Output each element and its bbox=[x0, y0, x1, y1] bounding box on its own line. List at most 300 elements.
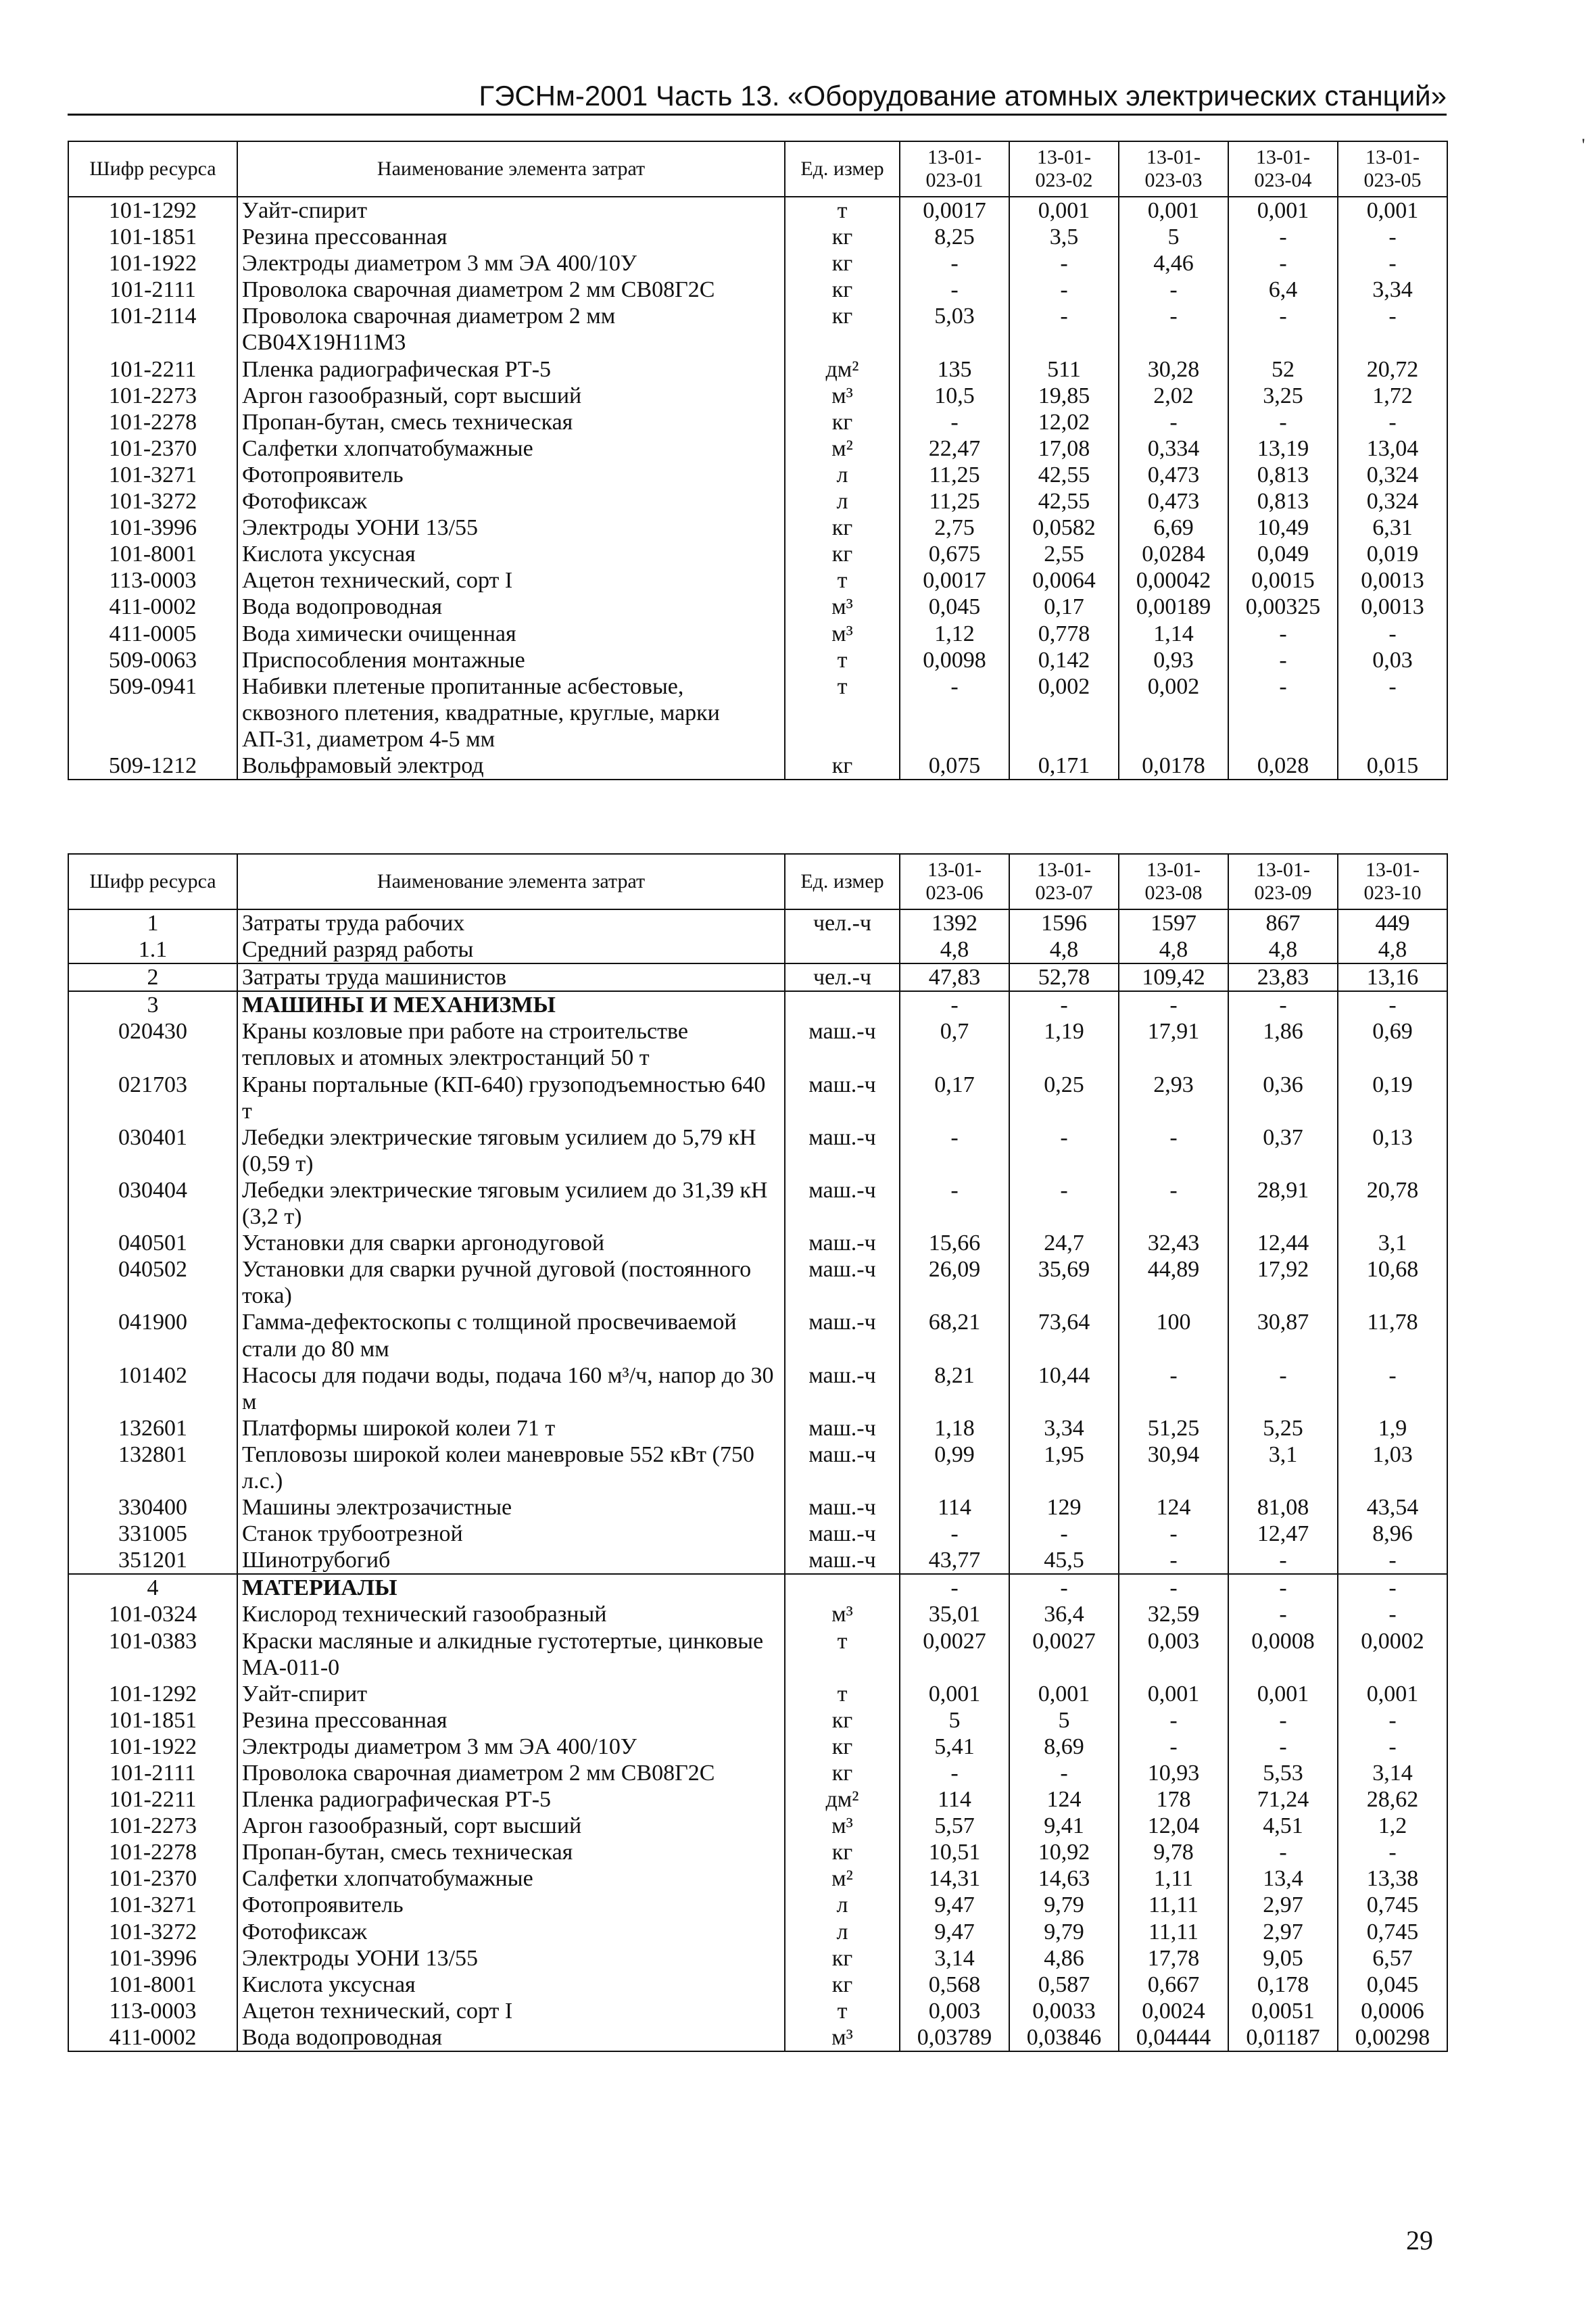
value-cell: - bbox=[1228, 1734, 1338, 1760]
value-cell: 28,91 bbox=[1228, 1177, 1338, 1230]
value-cell: 0,001 bbox=[1119, 1681, 1228, 1707]
value-cell: - bbox=[1228, 250, 1338, 277]
value-cell: 0,813 bbox=[1228, 462, 1338, 488]
table-row bbox=[68, 1972, 1447, 1998]
value-cell: 0,03 bbox=[1338, 647, 1447, 673]
value-cell: 0,001 bbox=[1119, 197, 1228, 224]
table-row bbox=[68, 594, 1447, 620]
value-cell: 17,91 bbox=[1119, 1018, 1228, 1071]
value-cell: 0,99 bbox=[900, 1441, 1009, 1494]
value-cell: 1,03 bbox=[1338, 1441, 1447, 1494]
resource-code: 113-0003 bbox=[68, 1998, 237, 2024]
table-row bbox=[68, 383, 1447, 409]
value-cell: - bbox=[900, 1760, 1009, 1786]
resource-name: Электроды УОНИ 13/55 bbox=[237, 1945, 785, 1972]
unit-cell: т bbox=[785, 1628, 900, 1681]
header-col: 13-01- 023-01 bbox=[900, 141, 1009, 197]
value-cell: - bbox=[1338, 991, 1447, 1018]
value-cell: 0,0178 bbox=[1119, 753, 1228, 780]
value-cell: 4,51 bbox=[1228, 1813, 1338, 1839]
value-cell: 0,17 bbox=[900, 1072, 1009, 1124]
value-cell: 0,0064 bbox=[1009, 567, 1119, 594]
value-cell: - bbox=[1338, 409, 1447, 435]
header-col: 13-01- 023-06 bbox=[900, 854, 1009, 909]
table-row bbox=[68, 1760, 1447, 1786]
value-cell: - bbox=[1119, 303, 1228, 356]
unit-cell: л bbox=[785, 488, 900, 515]
value-cell: 1,95 bbox=[1009, 1441, 1119, 1494]
resource-code: 101-1922 bbox=[68, 250, 237, 277]
resource-name: Проволока сварочная диаметром 2 мм СВ08Г2С bbox=[237, 1760, 785, 1786]
table-row bbox=[68, 1124, 1447, 1177]
resource-code: 411-0002 bbox=[68, 594, 237, 620]
table-row bbox=[68, 1839, 1447, 1865]
value-cell: 0,778 bbox=[1009, 621, 1119, 647]
header-rule bbox=[68, 114, 1447, 116]
value-cell: 9,47 bbox=[900, 1919, 1009, 1945]
value-cell: - bbox=[900, 1124, 1009, 1177]
unit-cell: дм² bbox=[785, 356, 900, 383]
value-cell: 8,21 bbox=[900, 1362, 1009, 1415]
value-cell: - bbox=[1009, 250, 1119, 277]
resource-name: Резина прессованная bbox=[237, 1707, 785, 1734]
value-cell: 0,587 bbox=[1009, 1972, 1119, 1998]
value-cell: 47,83 bbox=[900, 963, 1009, 991]
value-cell: 867 bbox=[1228, 909, 1338, 936]
table-row bbox=[68, 753, 1447, 780]
value-cell: 35,01 bbox=[900, 1601, 1009, 1627]
unit-cell: кг bbox=[785, 753, 900, 780]
value-cell: 0,178 bbox=[1228, 1972, 1338, 1998]
table-row bbox=[68, 963, 1447, 991]
value-cell: 30,87 bbox=[1228, 1309, 1338, 1362]
resource-code: 101-2273 bbox=[68, 383, 237, 409]
table-row bbox=[68, 1919, 1447, 1945]
unit-cell: маш.-ч bbox=[785, 1415, 900, 1441]
unit-cell: кг bbox=[785, 1972, 900, 1998]
value-cell: - bbox=[1228, 621, 1338, 647]
unit-cell: маш.-ч bbox=[785, 1362, 900, 1415]
resource-name: Фотофиксаж bbox=[237, 1919, 785, 1945]
unit-cell: кг bbox=[785, 250, 900, 277]
unit-cell: маш.-ч bbox=[785, 1309, 900, 1362]
value-cell: 0,0017 bbox=[900, 197, 1009, 224]
header-col: 13-01- 023-05 bbox=[1338, 141, 1447, 197]
value-cell: 0,0027 bbox=[900, 1628, 1009, 1681]
value-cell: 0,473 bbox=[1119, 462, 1228, 488]
table-row bbox=[68, 621, 1447, 647]
value-cell: 81,08 bbox=[1228, 1494, 1338, 1521]
value-cell: 0,0008 bbox=[1228, 1628, 1338, 1681]
value-cell: 14,63 bbox=[1009, 1865, 1119, 1892]
value-cell: 9,79 bbox=[1009, 1919, 1119, 1945]
resource-code: 101-3272 bbox=[68, 1919, 237, 1945]
value-cell: - bbox=[900, 673, 1009, 753]
value-cell: 20,72 bbox=[1338, 356, 1447, 383]
value-cell: 0,324 bbox=[1338, 488, 1447, 515]
value-cell: - bbox=[1119, 409, 1228, 435]
value-cell: 13,16 bbox=[1338, 963, 1447, 991]
header-name: Наименование элемента затрат bbox=[237, 854, 785, 909]
value-cell: - bbox=[1338, 1734, 1447, 1760]
unit-cell: м³ bbox=[785, 621, 900, 647]
unit-cell: кг bbox=[785, 409, 900, 435]
value-cell: 0,045 bbox=[900, 594, 1009, 620]
value-cell: 10,51 bbox=[900, 1839, 1009, 1865]
value-cell: - bbox=[900, 277, 1009, 303]
resource-code: 101-1922 bbox=[68, 1734, 237, 1760]
unit-cell: м³ bbox=[785, 594, 900, 620]
resource-code: 132601 bbox=[68, 1415, 237, 1441]
resource-name: Кислота уксусная bbox=[237, 1972, 785, 1998]
value-cell: 0,045 bbox=[1338, 1972, 1447, 1998]
value-cell: 1392 bbox=[900, 909, 1009, 936]
value-cell: 0,001 bbox=[1009, 197, 1119, 224]
table-row bbox=[68, 435, 1447, 462]
value-cell: 0,0284 bbox=[1119, 541, 1228, 567]
resource-name: Фотопроявитель bbox=[237, 1892, 785, 1918]
value-cell: 0,0024 bbox=[1119, 1998, 1228, 2024]
value-cell: - bbox=[1228, 647, 1338, 673]
resource-code: 101-3271 bbox=[68, 462, 237, 488]
section-row bbox=[68, 1574, 1447, 1601]
unit-cell: маш.-ч bbox=[785, 1256, 900, 1309]
value-cell: - bbox=[1119, 1574, 1228, 1601]
value-cell: 1,2 bbox=[1338, 1813, 1447, 1839]
resource-name: Затраты труда рабочих bbox=[237, 909, 785, 936]
resource-name: Аргон газообразный, сорт высший bbox=[237, 383, 785, 409]
value-cell: 13,38 bbox=[1338, 1865, 1447, 1892]
value-cell: 4,8 bbox=[1338, 936, 1447, 963]
value-cell: 0,142 bbox=[1009, 647, 1119, 673]
resource-name: Насосы для подачи воды, подача 160 м³/ч, напор до 30 м bbox=[237, 1362, 785, 1415]
value-cell: 2,93 bbox=[1119, 1072, 1228, 1124]
header-col: 13-01- 023-07 bbox=[1009, 854, 1119, 909]
unit-cell: м³ bbox=[785, 2024, 900, 2051]
table-row bbox=[68, 1494, 1447, 1521]
value-cell: 0,745 bbox=[1338, 1919, 1447, 1945]
resource-code: 101-1851 bbox=[68, 224, 237, 250]
table-row bbox=[68, 356, 1447, 383]
resource-code: 101-2370 bbox=[68, 1865, 237, 1892]
value-cell: 0,002 bbox=[1119, 673, 1228, 753]
unit-cell: маш.-ч bbox=[785, 1018, 900, 1071]
resource-code: 101-2114 bbox=[68, 303, 237, 356]
value-cell: - bbox=[1338, 1601, 1447, 1627]
table-row bbox=[68, 1998, 1447, 2024]
value-cell: - bbox=[1338, 1362, 1447, 1415]
value-cell: 1,19 bbox=[1009, 1018, 1119, 1071]
value-cell: - bbox=[1228, 1601, 1338, 1627]
value-cell: 1597 bbox=[1119, 909, 1228, 936]
header-col: 13-01- 023-02 bbox=[1009, 141, 1119, 197]
resource-code: 101-1292 bbox=[68, 1681, 237, 1707]
value-cell: 19,85 bbox=[1009, 383, 1119, 409]
resource-code: 101-3272 bbox=[68, 488, 237, 515]
table-row bbox=[68, 250, 1447, 277]
resource-code: 509-1212 bbox=[68, 753, 237, 780]
header-col: 13-01- 023-04 bbox=[1228, 141, 1338, 197]
resource-code: 040501 bbox=[68, 1230, 237, 1256]
header-col: 13-01- 023-10 bbox=[1338, 854, 1447, 909]
resource-code: 041900 bbox=[68, 1309, 237, 1362]
value-cell: - bbox=[1338, 303, 1447, 356]
value-cell: 42,55 bbox=[1009, 462, 1119, 488]
unit-cell bbox=[785, 1574, 900, 1601]
resource-code: 101-8001 bbox=[68, 541, 237, 567]
value-cell: 5 bbox=[1009, 1707, 1119, 1734]
value-cell: 5,25 bbox=[1228, 1415, 1338, 1441]
table-row bbox=[68, 224, 1447, 250]
table-row bbox=[68, 909, 1447, 936]
value-cell: 3,34 bbox=[1009, 1415, 1119, 1441]
resource-name: Вода водопроводная bbox=[237, 594, 785, 620]
unit-cell: кг bbox=[785, 1839, 900, 1865]
resource-name: Лебедки электрические тяговым усилием до 5,79 кН (0,59 т) bbox=[237, 1124, 785, 1177]
resource-name: Шинотрубогиб bbox=[237, 1547, 785, 1574]
resource-code: 509-0063 bbox=[68, 647, 237, 673]
value-cell: 1,86 bbox=[1228, 1018, 1338, 1071]
value-cell: 9,05 bbox=[1228, 1945, 1338, 1972]
value-cell: 32,43 bbox=[1119, 1230, 1228, 1256]
value-cell: 0,0027 bbox=[1009, 1628, 1119, 1681]
unit-cell: маш.-ч bbox=[785, 1494, 900, 1521]
value-cell: - bbox=[1228, 1707, 1338, 1734]
resource-code: 021703 bbox=[68, 1072, 237, 1124]
resource-name: Пропан-бутан, смесь техническая bbox=[237, 409, 785, 435]
resource-code: 101-2211 bbox=[68, 356, 237, 383]
value-cell: - bbox=[1338, 1574, 1447, 1601]
value-cell: 51,25 bbox=[1119, 1415, 1228, 1441]
table-row bbox=[68, 488, 1447, 515]
resource-name: Ацетон технический, сорт I bbox=[237, 1998, 785, 2024]
value-cell: 1596 bbox=[1009, 909, 1119, 936]
table-row bbox=[68, 1521, 1447, 1547]
unit-cell: маш.-ч bbox=[785, 1521, 900, 1547]
resource-name: Краны козловые при работе на строительстве тепловых и атомных электростанций 50 т bbox=[237, 1018, 785, 1071]
resource-name: Электроды диаметром 3 мм ЭА 400/10У bbox=[237, 250, 785, 277]
table-row bbox=[68, 462, 1447, 488]
unit-cell: т bbox=[785, 647, 900, 673]
value-cell: 129 bbox=[1009, 1494, 1119, 1521]
value-cell: 1,14 bbox=[1119, 621, 1228, 647]
value-cell: 4,8 bbox=[900, 936, 1009, 963]
value-cell: 4,46 bbox=[1119, 250, 1228, 277]
table-row bbox=[68, 1441, 1447, 1494]
value-cell: 1,9 bbox=[1338, 1415, 1447, 1441]
unit-cell: л bbox=[785, 1892, 900, 1918]
value-cell: 0,075 bbox=[900, 753, 1009, 780]
value-cell: 0,0013 bbox=[1338, 594, 1447, 620]
table-row bbox=[68, 1256, 1447, 1309]
value-cell: 11,25 bbox=[900, 462, 1009, 488]
table-row bbox=[68, 647, 1447, 673]
value-cell: 11,78 bbox=[1338, 1309, 1447, 1362]
value-cell: 3,14 bbox=[900, 1945, 1009, 1972]
resource-code: 509-0941 bbox=[68, 673, 237, 753]
value-cell: 124 bbox=[1119, 1494, 1228, 1521]
value-cell: 0,19 bbox=[1338, 1072, 1447, 1124]
value-cell: 43,54 bbox=[1338, 1494, 1447, 1521]
value-cell: 511 bbox=[1009, 356, 1119, 383]
value-cell: 0,36 bbox=[1228, 1072, 1338, 1124]
value-cell: - bbox=[1009, 1177, 1119, 1230]
table-row bbox=[68, 1945, 1447, 1972]
unit-cell: л bbox=[785, 1919, 900, 1945]
value-cell: 3,14 bbox=[1338, 1760, 1447, 1786]
value-cell: 2,75 bbox=[900, 515, 1009, 541]
value-cell: 3,1 bbox=[1338, 1230, 1447, 1256]
resource-code: 101-2273 bbox=[68, 1813, 237, 1839]
unit-cell: т bbox=[785, 1998, 900, 2024]
value-cell: 24,7 bbox=[1009, 1230, 1119, 1256]
value-cell: 42,55 bbox=[1009, 488, 1119, 515]
resource-code: 020430 bbox=[68, 1018, 237, 1071]
value-cell: 0,00325 bbox=[1228, 594, 1338, 620]
value-cell: - bbox=[1119, 1362, 1228, 1415]
unit-cell: м³ bbox=[785, 1601, 900, 1627]
resource-table-1 bbox=[68, 141, 1448, 780]
value-cell: 30,28 bbox=[1119, 356, 1228, 383]
resource-code: 411-0005 bbox=[68, 621, 237, 647]
value-cell: 1,72 bbox=[1338, 383, 1447, 409]
value-cell: 0,37 bbox=[1228, 1124, 1338, 1177]
value-cell: 11,25 bbox=[900, 488, 1009, 515]
unit-cell: маш.-ч bbox=[785, 1072, 900, 1124]
section-row bbox=[68, 991, 1447, 1018]
value-cell: 6,4 bbox=[1228, 277, 1338, 303]
resource-code: 030404 bbox=[68, 1177, 237, 1230]
value-cell: 5 bbox=[1119, 224, 1228, 250]
table-row bbox=[68, 1865, 1447, 1892]
value-cell: 0,0006 bbox=[1338, 1998, 1447, 2024]
table-row bbox=[68, 1892, 1447, 1918]
value-cell: 0,01187 bbox=[1228, 2024, 1338, 2051]
resource-code: 101-2278 bbox=[68, 409, 237, 435]
value-cell: - bbox=[1228, 1839, 1338, 1865]
resource-name: Установки для сварки аргонодуговой bbox=[237, 1230, 785, 1256]
value-cell: 8,69 bbox=[1009, 1734, 1119, 1760]
value-cell: 17,78 bbox=[1119, 1945, 1228, 1972]
unit-cell: чел.-ч bbox=[785, 909, 900, 936]
resource-code: 132801 bbox=[68, 1441, 237, 1494]
unit-cell: кг bbox=[785, 1945, 900, 1972]
value-cell: - bbox=[1338, 1839, 1447, 1865]
value-cell: 30,94 bbox=[1119, 1441, 1228, 1494]
value-cell: 114 bbox=[900, 1786, 1009, 1813]
value-cell: 0,002 bbox=[1009, 673, 1119, 753]
value-cell: - bbox=[1338, 250, 1447, 277]
value-cell: 0,001 bbox=[1009, 1681, 1119, 1707]
value-cell: 0,001 bbox=[1228, 197, 1338, 224]
value-cell: 35,69 bbox=[1009, 1256, 1119, 1309]
table-row bbox=[68, 1628, 1447, 1681]
value-cell: 6,69 bbox=[1119, 515, 1228, 541]
value-cell: 0,04444 bbox=[1119, 2024, 1228, 2051]
value-cell: 4,8 bbox=[1119, 936, 1228, 963]
resource-name: Станок трубоотрезной bbox=[237, 1521, 785, 1547]
resource-name: Салфетки хлопчатобумажные bbox=[237, 1865, 785, 1892]
value-cell: 3,1 bbox=[1228, 1441, 1338, 1494]
unit-cell bbox=[785, 991, 900, 1018]
resource-code: 101-2370 bbox=[68, 435, 237, 462]
resource-name: Лебедки электрические тяговым усилием до 31,39 кН (3,2 т) bbox=[237, 1177, 785, 1230]
resource-code: 101-8001 bbox=[68, 1972, 237, 1998]
section-title: МАШИНЫ И МЕХАНИЗМЫ bbox=[237, 991, 785, 1018]
value-cell: 11,11 bbox=[1119, 1919, 1228, 1945]
resource-name: Аргон газообразный, сорт высший bbox=[237, 1813, 785, 1839]
value-cell: 6,57 bbox=[1338, 1945, 1447, 1972]
unit-cell: маш.-ч bbox=[785, 1230, 900, 1256]
resource-code: 4 bbox=[68, 1574, 237, 1601]
value-cell: 0,93 bbox=[1119, 647, 1228, 673]
value-cell: 0,25 bbox=[1009, 1072, 1119, 1124]
value-cell: 52,78 bbox=[1009, 963, 1119, 991]
value-cell: 13,4 bbox=[1228, 1865, 1338, 1892]
value-cell: - bbox=[900, 1177, 1009, 1230]
resource-name: Резина прессованная bbox=[237, 224, 785, 250]
resource-code: 101-0324 bbox=[68, 1601, 237, 1627]
value-cell: - bbox=[900, 991, 1009, 1018]
value-cell: 0,003 bbox=[1119, 1628, 1228, 1681]
value-cell: 45,5 bbox=[1009, 1547, 1119, 1574]
resource-code: 101-2111 bbox=[68, 1760, 237, 1786]
resource-name: Краны портальные (КП-640) грузоподъемностью 640 т bbox=[237, 1072, 785, 1124]
table-row bbox=[68, 515, 1447, 541]
value-cell: 0,0017 bbox=[900, 567, 1009, 594]
value-cell: 2,55 bbox=[1009, 541, 1119, 567]
resource-code: 101402 bbox=[68, 1362, 237, 1415]
unit-cell: чел.-ч bbox=[785, 963, 900, 991]
value-cell: 32,59 bbox=[1119, 1601, 1228, 1627]
value-cell: 0,0582 bbox=[1009, 515, 1119, 541]
value-cell: 0,667 bbox=[1119, 1972, 1228, 1998]
resource-code: 101-3271 bbox=[68, 1892, 237, 1918]
value-cell: 0,03846 bbox=[1009, 2024, 1119, 2051]
resource-name: Краски масляные и алкидные густотертые, цинковые МА-011-0 bbox=[237, 1628, 785, 1681]
value-cell: 2,97 bbox=[1228, 1919, 1338, 1945]
table-row bbox=[68, 1707, 1447, 1734]
value-cell: 109,42 bbox=[1119, 963, 1228, 991]
value-cell: 43,77 bbox=[900, 1547, 1009, 1574]
value-cell: 71,24 bbox=[1228, 1786, 1338, 1813]
table-row bbox=[68, 1018, 1447, 1071]
value-cell: 0,69 bbox=[1338, 1018, 1447, 1071]
unit-cell: кг bbox=[785, 1760, 900, 1786]
value-cell: 15,66 bbox=[900, 1230, 1009, 1256]
unit-cell: дм² bbox=[785, 1786, 900, 1813]
value-cell: 5,03 bbox=[900, 303, 1009, 356]
table-header-row bbox=[68, 854, 1447, 909]
table-row bbox=[68, 1230, 1447, 1256]
resource-name: Ацетон технический, сорт I bbox=[237, 567, 785, 594]
header-code: Шифр ресурса bbox=[68, 854, 237, 909]
value-cell: 0,0098 bbox=[900, 647, 1009, 673]
resource-name: Гамма-дефектоскопы с толщиной просвечиваемой стали до 80 мм bbox=[237, 1309, 785, 1362]
value-cell: 114 bbox=[900, 1494, 1009, 1521]
value-cell: 5,53 bbox=[1228, 1760, 1338, 1786]
resource-name: Вольфрамовый электрод bbox=[237, 753, 785, 780]
header-name: Наименование элемента затрат bbox=[237, 141, 785, 197]
value-cell: 0,0033 bbox=[1009, 1998, 1119, 2024]
resource-name: Вода химически очищенная bbox=[237, 621, 785, 647]
resource-table-2 bbox=[68, 853, 1448, 2052]
value-cell: 36,4 bbox=[1009, 1601, 1119, 1627]
header-code: Шифр ресурса bbox=[68, 141, 237, 197]
resource-code: 101-2211 bbox=[68, 1786, 237, 1813]
value-cell: 0,003 bbox=[900, 1998, 1009, 2024]
value-cell: 13,04 bbox=[1338, 435, 1447, 462]
